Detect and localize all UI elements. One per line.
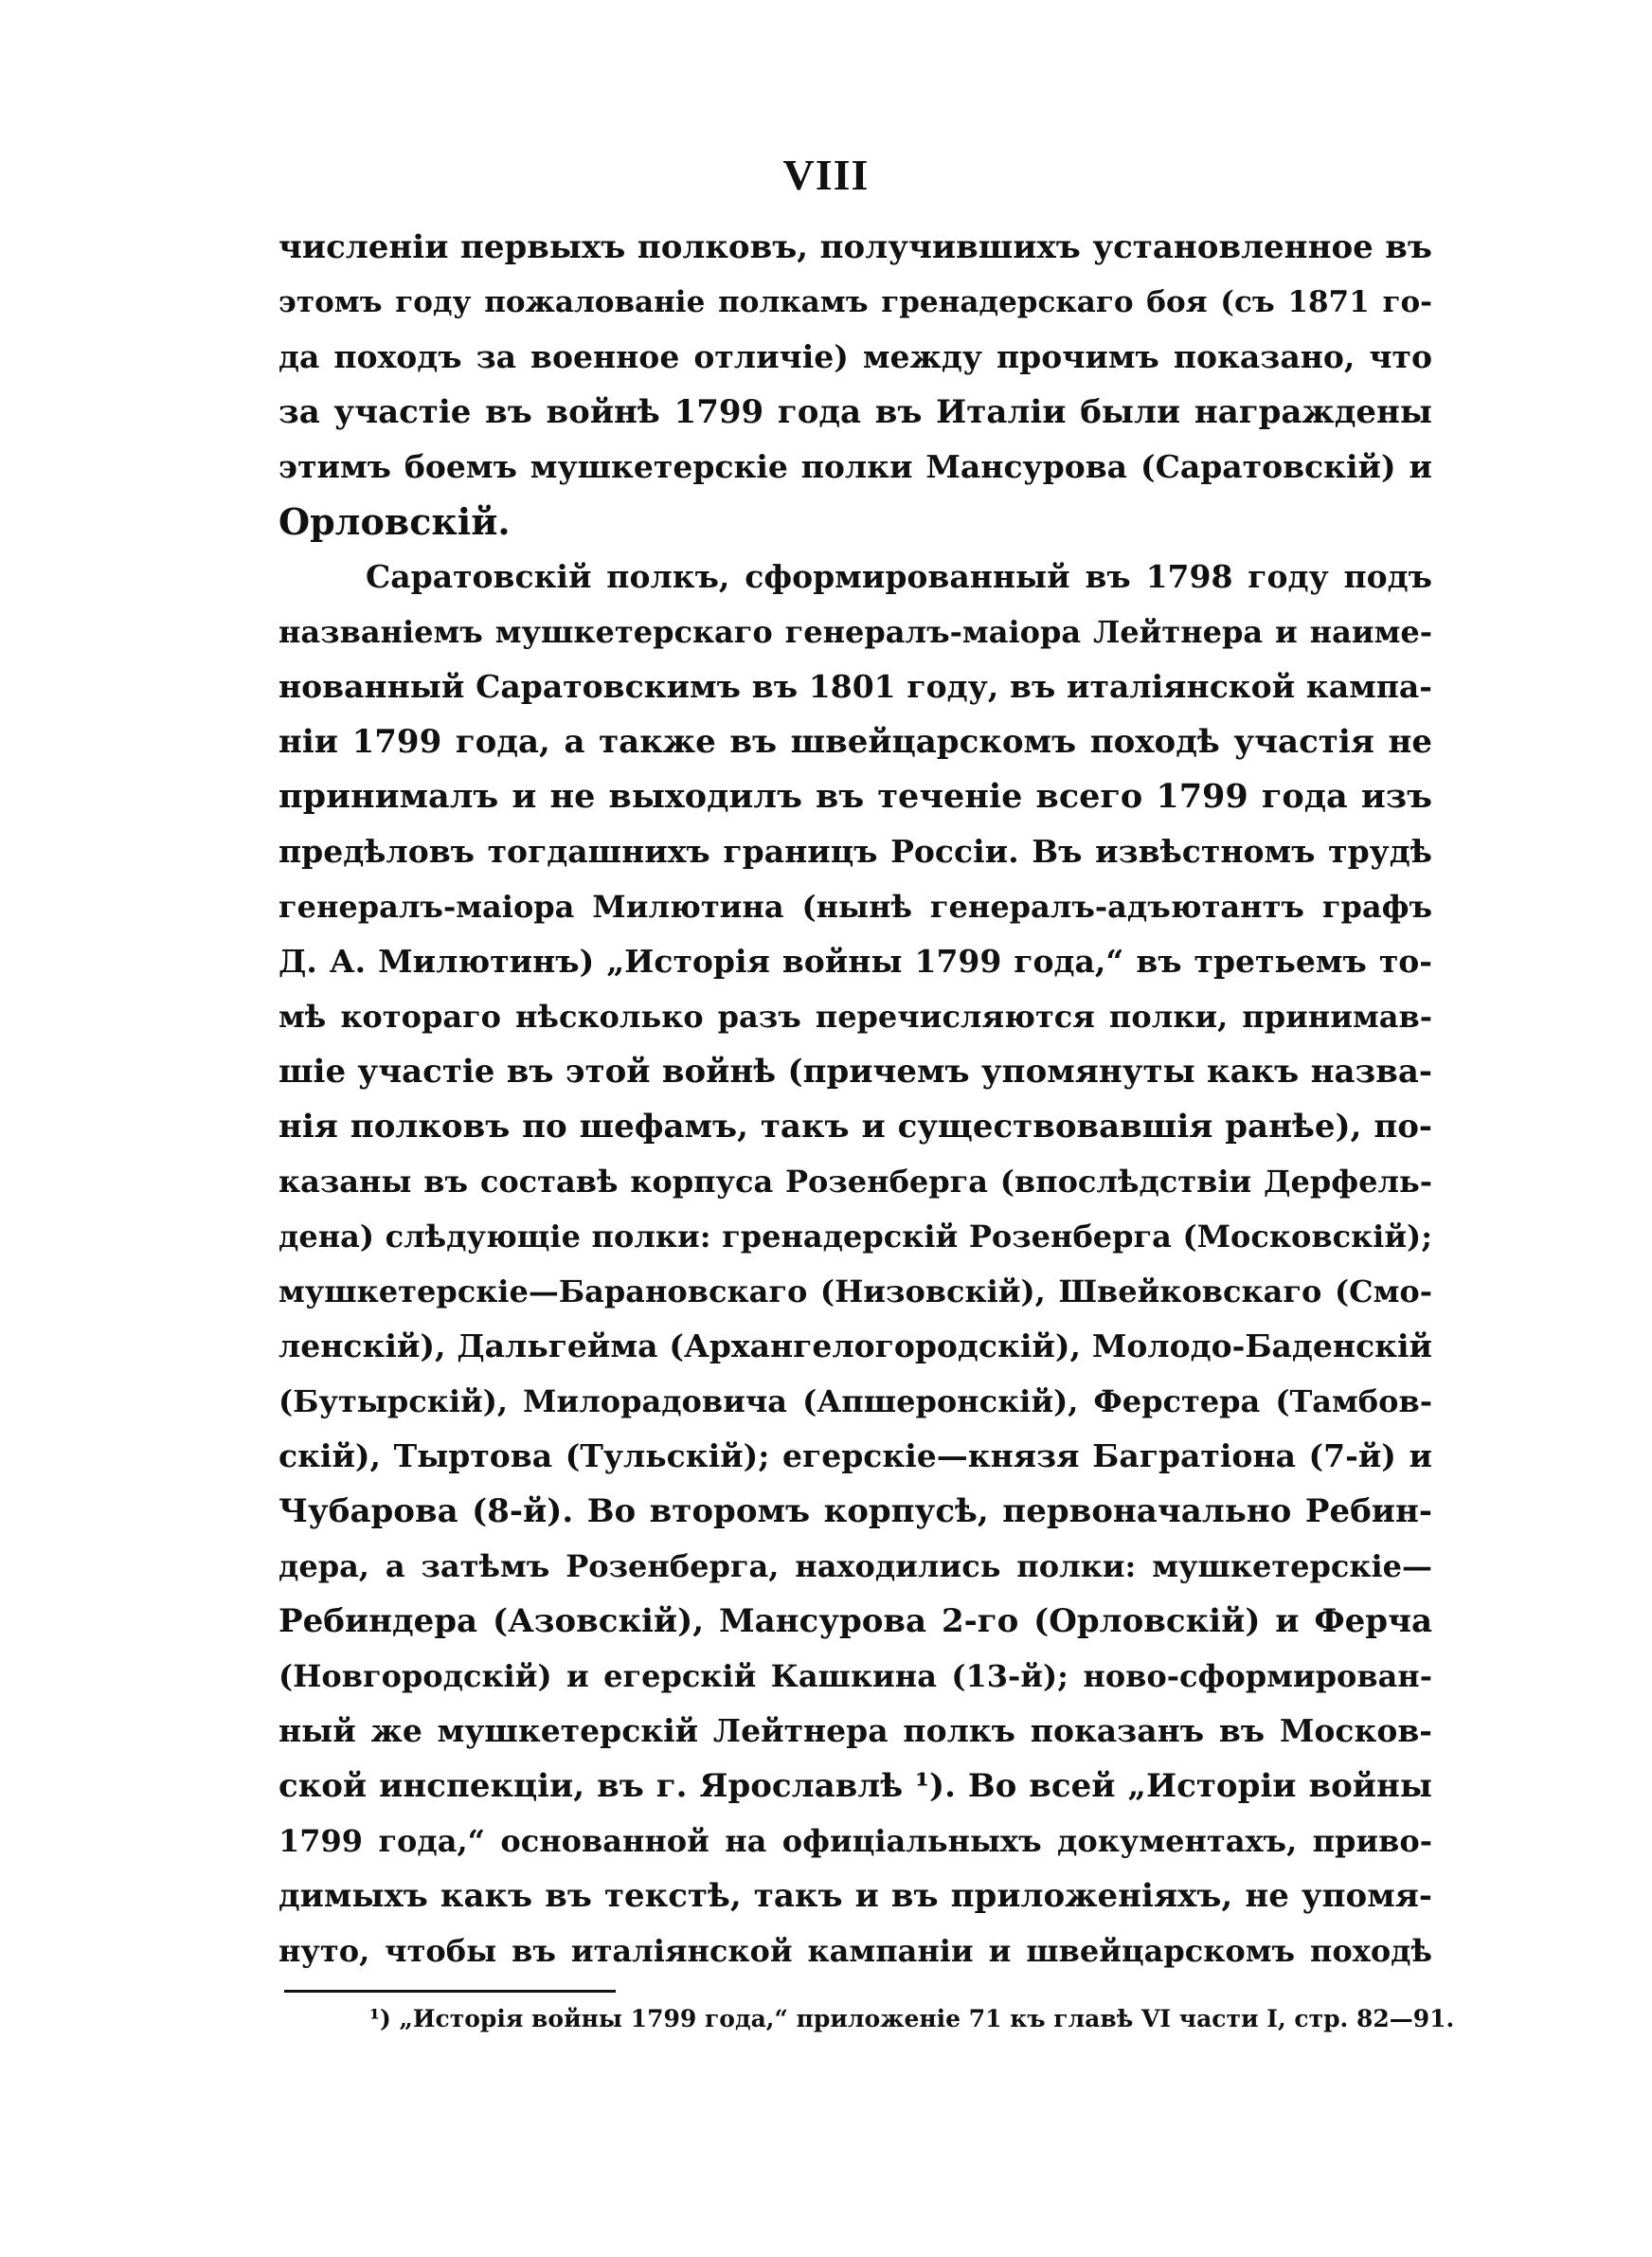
text-line: Орловскій. [278, 500, 511, 543]
text-line: предѣловъ тогдашнихъ границъ Россіи. Въ извѣстномъ трудѣ [278, 833, 1432, 870]
text-line: дена) слѣдующіе полки: гренадерскій Розенберга (Московскій); [278, 1219, 1432, 1255]
text-line: ской инспекціи, въ г. Ярославлѣ ¹). Во всей „Исторіи войны [278, 1767, 1432, 1805]
text-line: за участіе въ войнѣ 1799 года въ Италіи были награждены [278, 393, 1432, 431]
text-line: нованный Саратовскимъ въ 1801 году, въ италіянской кампа- [278, 668, 1432, 705]
text-line: Чубарова (8-й). Во второмъ корпусѣ, первоначально Ребин- [278, 1492, 1432, 1530]
text-line: генералъ-маіора Милютина (нынѣ генералъ-адъютантъ графъ [278, 889, 1432, 925]
footnote: ¹) „Исторія войны 1799 года,“ приложеніе 71 къ главѣ VI части I, стр. 82—91. [369, 2005, 1455, 2032]
text-line: 1799 года,“ основанной на офиціальныхъ документахъ, приво- [278, 1823, 1432, 1859]
text-line: ленскій), Дальгейма (Архангелогородскій), Молодо-Баденскій [278, 1327, 1432, 1364]
text-line: этимъ боемъ мушкетерскіе полки Мансурова (Саратовскій) и [278, 448, 1432, 485]
text-line: Д. А. Милютинъ) „Исторія войны 1799 года,“ въ третьемъ то- [278, 943, 1432, 980]
text-line: ный же мушкетерскій Лейтнера полкъ показанъ въ Москов- [278, 1712, 1432, 1749]
text-line: мѣ котораго нѣсколько разъ перечисляются полки, принимав- [278, 999, 1432, 1035]
text-line: шіе участіе въ этой войнѣ (причемъ упомянуты какъ назва- [278, 1053, 1432, 1091]
text-line: да походъ за военное отличіе) между прочимъ показано, что [278, 338, 1432, 375]
text-line: Ребиндера (Азовскій), Мансурова 2-го (Орловскій) и Ферча [278, 1602, 1432, 1640]
body-text [278, 220, 1432, 1978]
text-line: дера, а затѣмъ Розенберга, находились полки: мушкетерскіе— [278, 1548, 1432, 1584]
footnote-rule [284, 1990, 616, 1993]
text-line: (Бутырскій), Милорадовича (Апшеронскій), Ферстера (Тамбов- [278, 1383, 1432, 1419]
text-line: численіи первыхъ полковъ, получившихъ установленное въ [278, 228, 1432, 266]
text-line: димыхъ какъ въ текстѣ, такъ и въ приложеніяхъ, не упомя- [278, 1877, 1432, 1915]
text-line: скій), Тыртова (Тульскій); егерскіе—князя Багратіона (7-й) и [278, 1437, 1432, 1474]
text-line: ніи 1799 года, а также въ швейцарскомъ походѣ участія не [278, 723, 1432, 761]
text-line: названіемъ мушкетерскаго генералъ-маіора Лейтнера и наиме- [278, 614, 1432, 650]
text-line: нія полковъ по шефамъ, такъ и существовавшія ранѣе), по- [278, 1108, 1432, 1146]
text-line: мушкетерскіе—Барановскаго (Низовскій), Швейковскаго (Смо- [278, 1273, 1432, 1309]
text-line: этомъ году пожалованіе полкамъ гренадерскаго боя (съ 1871 го- [278, 285, 1432, 319]
page-number: VIII [782, 151, 870, 199]
text-line: (Новгородскій) и егерскій Кашкина (13-й); ново-сформирован- [278, 1658, 1432, 1694]
text-line: казаны въ составѣ корпуса Розенберга (впослѣдствіи Дерфель- [278, 1164, 1432, 1200]
text-line: принималъ и не выходилъ въ теченіе всего 1799 года изъ [278, 777, 1432, 816]
text-line: Саратовскій полкъ, сформированный въ 1798 году подъ [366, 558, 1432, 595]
text-line: нуто, чтобы въ италіянской кампаніи и швейцарскомъ походѣ [278, 1933, 1432, 1969]
